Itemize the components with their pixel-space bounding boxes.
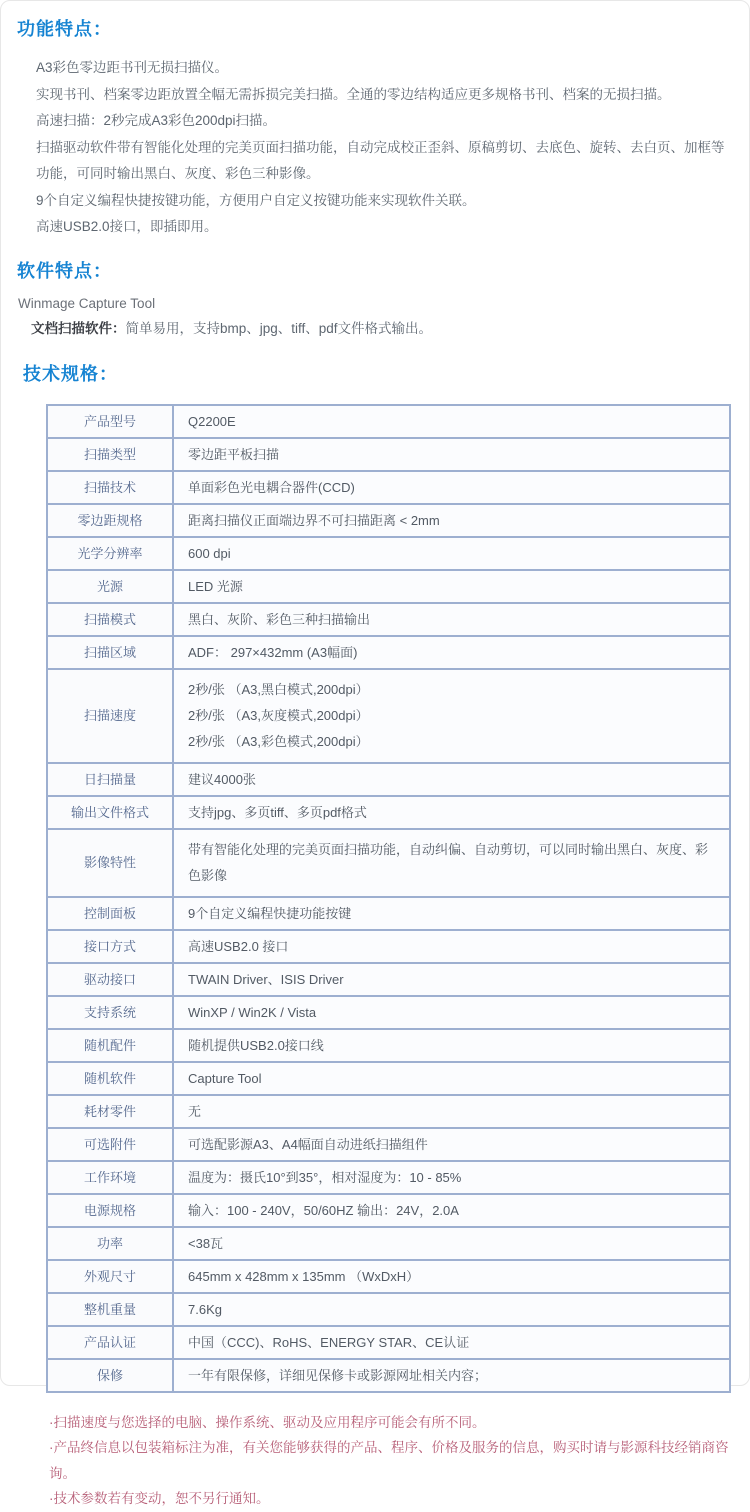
spec-label: 光源 — [47, 570, 173, 603]
spec-label: 支持系统 — [47, 996, 173, 1029]
table-row — [47, 405, 730, 438]
spec-value: Capture Tool — [173, 1062, 730, 1095]
feature-item: 扫描驱动软件带有智能化处理的完美页面扫描功能，自动完成校正歪斜、原稿剪切、去底色、旋转、去白页、加框等功能，可同时输出黑白、灰度、彩色三种影像。 — [36, 139, 725, 181]
spec-label: 扫描模式 — [47, 603, 173, 636]
spec-label: 随机软件 — [47, 1062, 173, 1095]
spec-value: 零边距平板扫描 — [173, 438, 730, 471]
table-row — [47, 963, 730, 996]
table-row — [47, 930, 730, 963]
spec-value: 输入：100 - 240V，50/60HZ 输出：24V，2.0A — [173, 1194, 730, 1227]
spec-label: 扫描区域 — [47, 636, 173, 669]
spec-label: 电源规格 — [47, 1194, 173, 1227]
spec-value: <38瓦 — [173, 1227, 730, 1260]
spec-label: 光学分辨率 — [47, 537, 173, 570]
spec-label: 整机重量 — [47, 1293, 173, 1326]
spec-label: 产品型号 — [47, 405, 173, 438]
spec-value: LED 光源 — [173, 570, 730, 603]
table-row — [47, 1029, 730, 1062]
spec-value: TWAIN Driver、ISIS Driver — [173, 963, 730, 996]
spec-label: 工作环境 — [47, 1161, 173, 1194]
table-row — [47, 570, 730, 603]
spec-label: 扫描技术 — [47, 471, 173, 504]
feature-item: 高速USB2.0接口，即插即用。 — [36, 219, 218, 234]
features-title: 功能特点： — [17, 19, 112, 39]
spec-value: Q2200E — [173, 405, 730, 438]
spec-value: 单面彩色光电耦合器件(CCD) — [173, 471, 730, 504]
spec-value: 中国（CCC)、RoHS、ENERGY STAR、CE认证 — [173, 1326, 730, 1359]
spec-value: ADF： 297×432mm (A3幅面) — [173, 636, 730, 669]
doc-scan-software-label: 文档扫描软件： — [31, 320, 126, 336]
table-row — [47, 1095, 730, 1128]
spec-value: 随机提供USB2.0接口线 — [173, 1029, 730, 1062]
spec-value-line: 2秒/张 （A3,黑白模式,200dpi） — [188, 681, 369, 697]
table-row — [47, 1194, 730, 1227]
spec-label: 扫描类型 — [47, 438, 173, 471]
spec-label: 功率 — [47, 1227, 173, 1260]
table-row — [47, 1260, 730, 1293]
table-row — [47, 438, 730, 471]
spec-value: 无 — [173, 1095, 730, 1128]
table-row — [47, 1062, 730, 1095]
table-row — [47, 1359, 730, 1392]
spec-value: 645mm x 428mm x 135mm （WxDxH） — [173, 1260, 730, 1293]
spec-value: 一年有限保修，详细见保修卡或影源网址相关内容； — [173, 1359, 730, 1392]
feature-item: 高速扫描：2秒完成A3彩色200dpi扫描。 — [36, 113, 277, 128]
table-row — [47, 636, 730, 669]
software-section — [1, 257, 749, 340]
spec-label: 扫描速度 — [47, 669, 173, 763]
spec-value: 距离扫描仪正面端边界不可扫描距离 < 2mm — [173, 504, 730, 537]
feature-list — [36, 55, 725, 241]
table-row — [47, 1161, 730, 1194]
spec-label: 日扫描量 — [47, 763, 173, 796]
spec-label: 控制面板 — [47, 897, 173, 930]
table-row — [47, 537, 730, 570]
spec-label: 随机配件 — [47, 1029, 173, 1062]
spec-value-line: 2秒/张 （A3,彩色模式,200dpi） — [188, 733, 369, 749]
footnote-line: ·产品终信息以包装箱标注为准，有关您能够获得的产品、程序、价格及服务的信息，购买时请与影源科技经销商咨询。 — [49, 1440, 729, 1481]
table-row — [47, 504, 730, 537]
software-title: 软件特点： — [17, 260, 112, 281]
spec-label: 输出文件格式 — [47, 796, 173, 829]
spec-label: 接口方式 — [47, 930, 173, 963]
spec-value: 高速USB2.0 接口 — [173, 930, 730, 963]
table-row — [47, 603, 730, 636]
specs-table — [46, 404, 731, 1393]
spec-value: 支持jpg、多页tiff、多页pdf格式 — [173, 796, 730, 829]
doc-scan-software-line — [31, 318, 749, 340]
feature-item: 实现书刊、档案零边距放置全幅无需拆损完美扫描。全通的零边结构适应更多规格书刊、档案的无损扫描。 — [36, 86, 671, 102]
spec-value: 黑白、灰阶、彩色三种扫描输出 — [173, 603, 730, 636]
spec-value: 带有智能化处理的完美页面扫描功能，自动纠偏、自动剪切，可以同时输出黑白、灰度、彩色影像 — [173, 829, 730, 897]
spec-label: 保修 — [47, 1359, 173, 1392]
spec-value-line: 2秒/张 （A3,灰度模式,200dpi） — [188, 707, 369, 723]
table-row — [47, 763, 730, 796]
feature-item: A3彩色零边距书刊无损扫描仪。 — [36, 60, 229, 75]
spec-value: 建议4000张 — [173, 763, 730, 796]
table-row — [47, 471, 730, 504]
table-row — [47, 1128, 730, 1161]
table-row — [47, 1293, 730, 1326]
spec-value — [173, 669, 730, 763]
spec-value: 9个自定义编程快捷功能按键 — [173, 897, 730, 930]
spec-value: WinXP / Win2K / Vista — [173, 996, 730, 1029]
table-row — [47, 829, 730, 897]
software-product-name: Winmage Capture Tool — [18, 295, 156, 311]
footnote-line: ·技术参数若有变动，恕不另行通知。 — [49, 1491, 270, 1506]
footnote-line: ·扫描速度与您选择的电脑、操作系统、驱动及应用程序可能会有所不同。 — [49, 1414, 486, 1430]
spec-label: 可选附件 — [47, 1128, 173, 1161]
spec-label: 驱动接口 — [47, 963, 173, 996]
spec-value: 可选配影源A3、A4幅面自动进纸扫描组件 — [173, 1128, 730, 1161]
footnotes — [49, 1410, 749, 1512]
spec-label: 耗材零件 — [47, 1095, 173, 1128]
spec-label: 产品认证 — [47, 1326, 173, 1359]
feature-item: 9个自定义编程快捷按键功能，方便用户自定义按键功能来实现软件关联。 — [36, 192, 476, 208]
spec-label: 影像特性 — [47, 829, 173, 897]
table-row — [47, 897, 730, 930]
table-row — [47, 669, 730, 763]
table-row — [47, 1326, 730, 1359]
spec-label: 零边距规格 — [47, 504, 173, 537]
doc-scan-software-desc: 简单易用，支持bmp、jpg、tiff、pdf文件格式输出。 — [125, 320, 433, 336]
spec-value: 7.6Kg — [173, 1293, 730, 1326]
table-row — [47, 1227, 730, 1260]
spec-label: 外观尺寸 — [47, 1260, 173, 1293]
table-row — [47, 796, 730, 829]
table-row — [47, 996, 730, 1029]
specs-title: 技术规格： — [23, 363, 118, 384]
spec-value: 600 dpi — [173, 537, 730, 570]
spec-value: 温度为：摄氏10°到35°，相对湿度为：10 - 85% — [173, 1161, 730, 1194]
